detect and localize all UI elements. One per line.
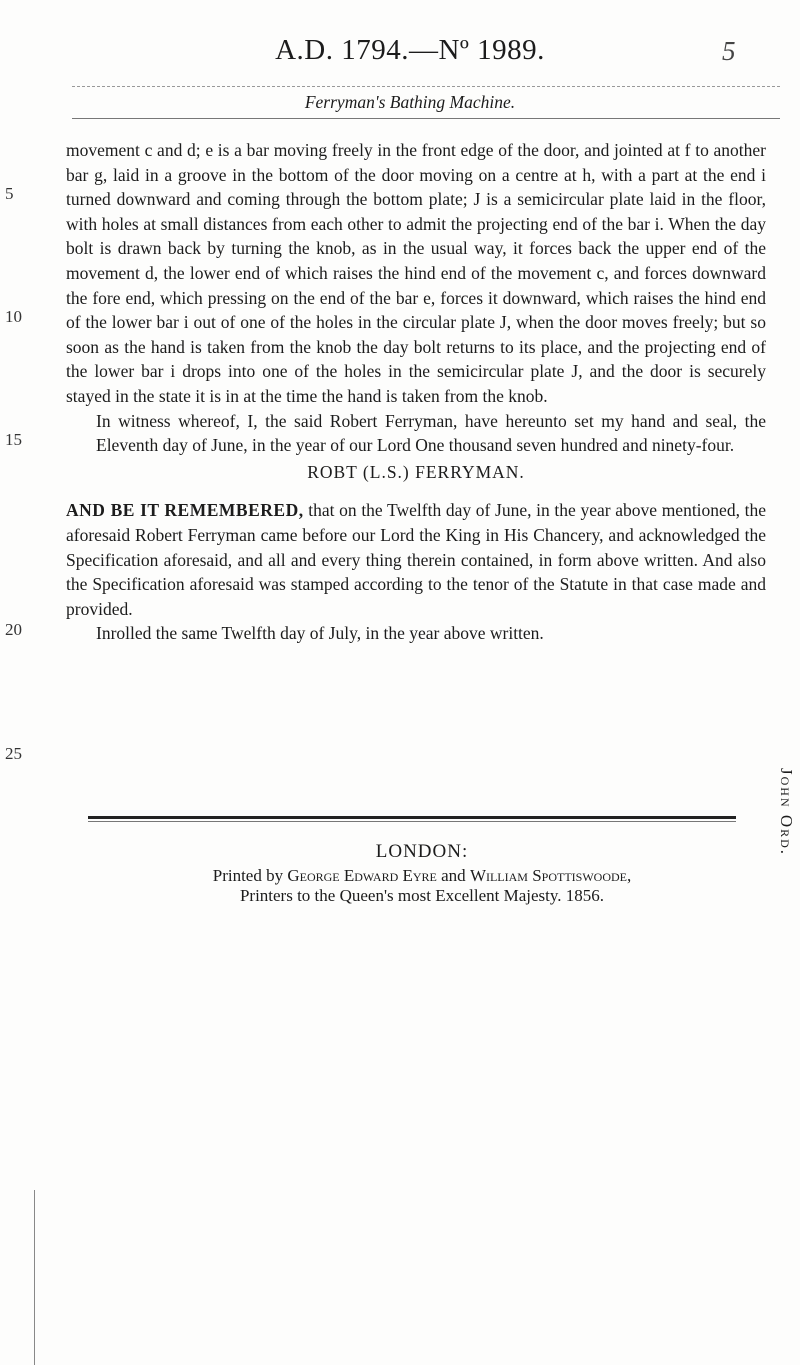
colophon bbox=[60, 842, 784, 906]
colophon-printer2: William Spottiswoode, bbox=[469, 866, 632, 885]
margin-note: John Ord. bbox=[777, 768, 796, 857]
running-title: Ferryman's Bathing Machine. bbox=[304, 92, 516, 112]
colophon-printers-line: Printers to the Queen's most Excellent Majesty. 1856. bbox=[239, 886, 605, 905]
running-title-rule bbox=[72, 118, 780, 119]
colophon-prefix: Printed by bbox=[212, 866, 288, 885]
remembered-paragraph bbox=[66, 498, 766, 621]
body-text bbox=[66, 138, 766, 646]
remembered-lead: AND BE IT REMEMBERED, bbox=[66, 500, 304, 521]
line-number-5: 5 bbox=[5, 184, 14, 203]
line-number-10: 10 bbox=[5, 307, 22, 326]
colophon-mid: and bbox=[436, 866, 470, 885]
footer-rule bbox=[88, 816, 736, 822]
signature: ROBT (L.S.) FERRYMAN. bbox=[307, 461, 525, 482]
page-header-title: A.D. 1794.—Nº 1989. bbox=[275, 34, 545, 66]
inrolled-line: Inrolled the same Twelfth day of July, in the year above written. bbox=[96, 623, 544, 644]
line-number-20: 20 bbox=[5, 620, 22, 639]
witness-paragraph: In witness whereof, I, the said Robert Ferryman, have hereunto set my hand and seal, the Eleventh day of June, in the year of our Lord One thousand seven hundred and ninety-four. bbox=[96, 410, 766, 456]
header-rule bbox=[72, 86, 780, 87]
colophon-city: LONDON: bbox=[375, 841, 469, 862]
page-number: 5 bbox=[722, 36, 736, 66]
colophon-printer-line bbox=[60, 866, 784, 886]
remembered-text: that on the Twelfth day of June, in the year above mentioned, the aforesaid Robert Ferryman came before our Lord the King in His Chancery, and acknowledged the Specification aforesaid, and all and every thing therein contained, in form above written. And also the Specification aforesaid was stamped according to the tenor of the Statute in that case made and provided. bbox=[66, 500, 766, 619]
line-number-15: 15 bbox=[5, 430, 22, 449]
page-edge-line bbox=[34, 1190, 35, 1365]
line-number-25: 25 bbox=[5, 744, 22, 763]
specification-paragraph: movement c and d; e is a bar moving freely in the front edge of the door, and jointed at f to another bar g, laid in a groove in the bottom of the door moving on a centre at h, with a part at the end i turned downward and coming through the bottom plate; J is a semicircular plate laid in the floor, with holes at small distances from each other to admit the projecting end of the bar i. When the day bolt is drawn back by turning the knob, as in the usual way, it forces back the upper end of the movement d, the lower end of which raises the hind end of the movement c, and forces downward the fore end, which pressing on the end of the bar e, forces it downward, which raises the hind end of the lower bar i out of one of the holes in the circular plate J, when the door moves freely; but so soon as the hand is taken from the knob the day bolt returns to its place, and the projecting end of the lower bar i drops into one of the holes in the semicircular plate J, and the door is securely stayed in the state it is in at the time the hand is taken from the knob. bbox=[66, 140, 766, 406]
colophon-printer1: George Edward Eyre bbox=[287, 866, 437, 885]
